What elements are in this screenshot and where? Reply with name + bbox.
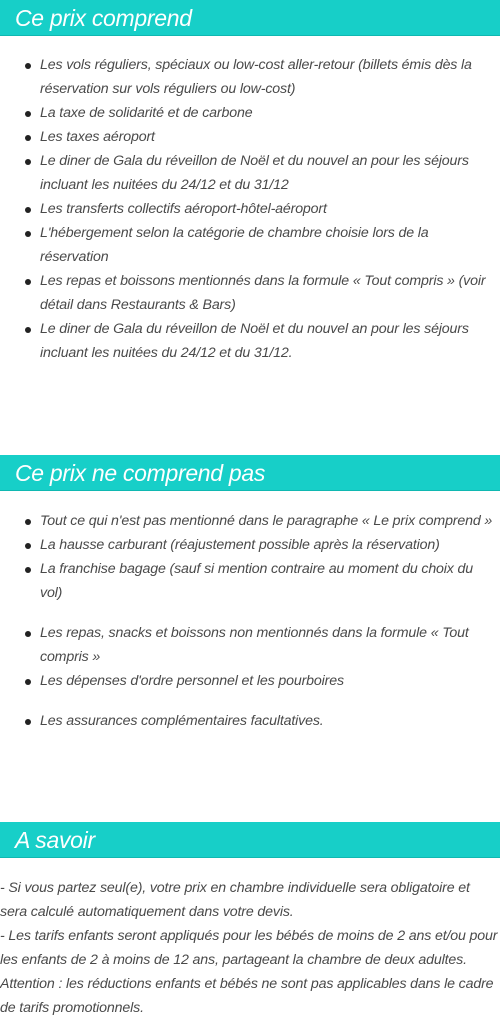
list-item: Les transferts collectifs aéroport-hôtel-aéroport [0,197,500,221]
bullet-icon [25,63,31,69]
list-item: Les dépenses d'ordre personnel et les pourboires [0,669,500,693]
bullet-icon [25,519,31,525]
bullet-icon [25,111,31,117]
list-item: Les vols réguliers, spéciaux ou low-cost aller-retour (billets émis dès la réservation sur vols réguliers ou low-cost) [0,53,500,101]
a-savoir-paragraph: Attention : les réductions enfants et bébés ne sont pas applicables dans le cadre de tarifs promotionnels. [0,976,494,1016]
section-title-comprend: Ce prix comprend [15,5,192,31]
list-item: L'hébergement selon la catégorie de chambre choisie lors de la réservation [0,221,500,269]
list-item: La taxe de solidarité et de carbone [0,101,500,125]
section-title-a-savoir: A savoir [15,827,95,853]
list-ne-comprend-pas [0,509,500,733]
bullet-icon [25,327,31,333]
bullet-icon [25,159,31,165]
list-comprend [0,53,500,365]
a-savoir-paragraph: - Les tarifs enfants seront appliqués pour les bébés de moins de 2 ans et/ou pour les enfants de 2 à moins de 12 ans, partageant la chambre de deux adultes. [0,928,498,968]
a-savoir-body [0,876,500,1020]
list-item: Les taxes aéroport [0,125,500,149]
section-header-ne-comprend-pas [0,455,500,491]
bullet-icon [25,679,31,685]
list-item: La franchise bagage (sauf si mention contraire au moment du choix du vol) [0,557,500,605]
bullet-icon [25,279,31,285]
a-savoir-paragraph: - Si vous partez seul(e), votre prix en chambre individuelle sera obligatoire et sera calculé automatiquement dans votre devis. [0,880,470,920]
bullet-icon [25,135,31,141]
list-item: Les assurances complémentaires facultatives. [0,709,500,733]
bullet-icon [25,543,31,549]
section-title-ne-comprend-pas: Ce prix ne comprend pas [15,460,266,486]
section-header-a-savoir [0,822,500,858]
bullet-icon [25,631,31,637]
list-item: Le diner de Gala du réveillon de Noël et du nouvel an pour les séjours incluant les nuitées du 24/12 et du 31/12. [0,317,500,365]
list-item: Les repas et boissons mentionnés dans la formule « Tout compris » (voir détail dans Restaurants & Bars) [0,269,500,317]
list-item: Tout ce qui n'est pas mentionné dans le paragraphe « Le prix comprend » [0,509,500,533]
list-item: Le diner de Gala du réveillon de Noël et du nouvel an pour les séjours incluant les nuitées du 24/12 et du 31/12 [0,149,500,197]
bullet-icon [25,231,31,237]
bullet-icon [25,567,31,573]
list-item: Les repas, snacks et boissons non mentionnés dans la formule « Tout compris » [0,621,500,669]
section-header-comprend [0,0,500,36]
bullet-icon [25,719,31,725]
bullet-icon [25,207,31,213]
list-item: La hausse carburant (réajustement possible après la réservation) [0,533,500,557]
